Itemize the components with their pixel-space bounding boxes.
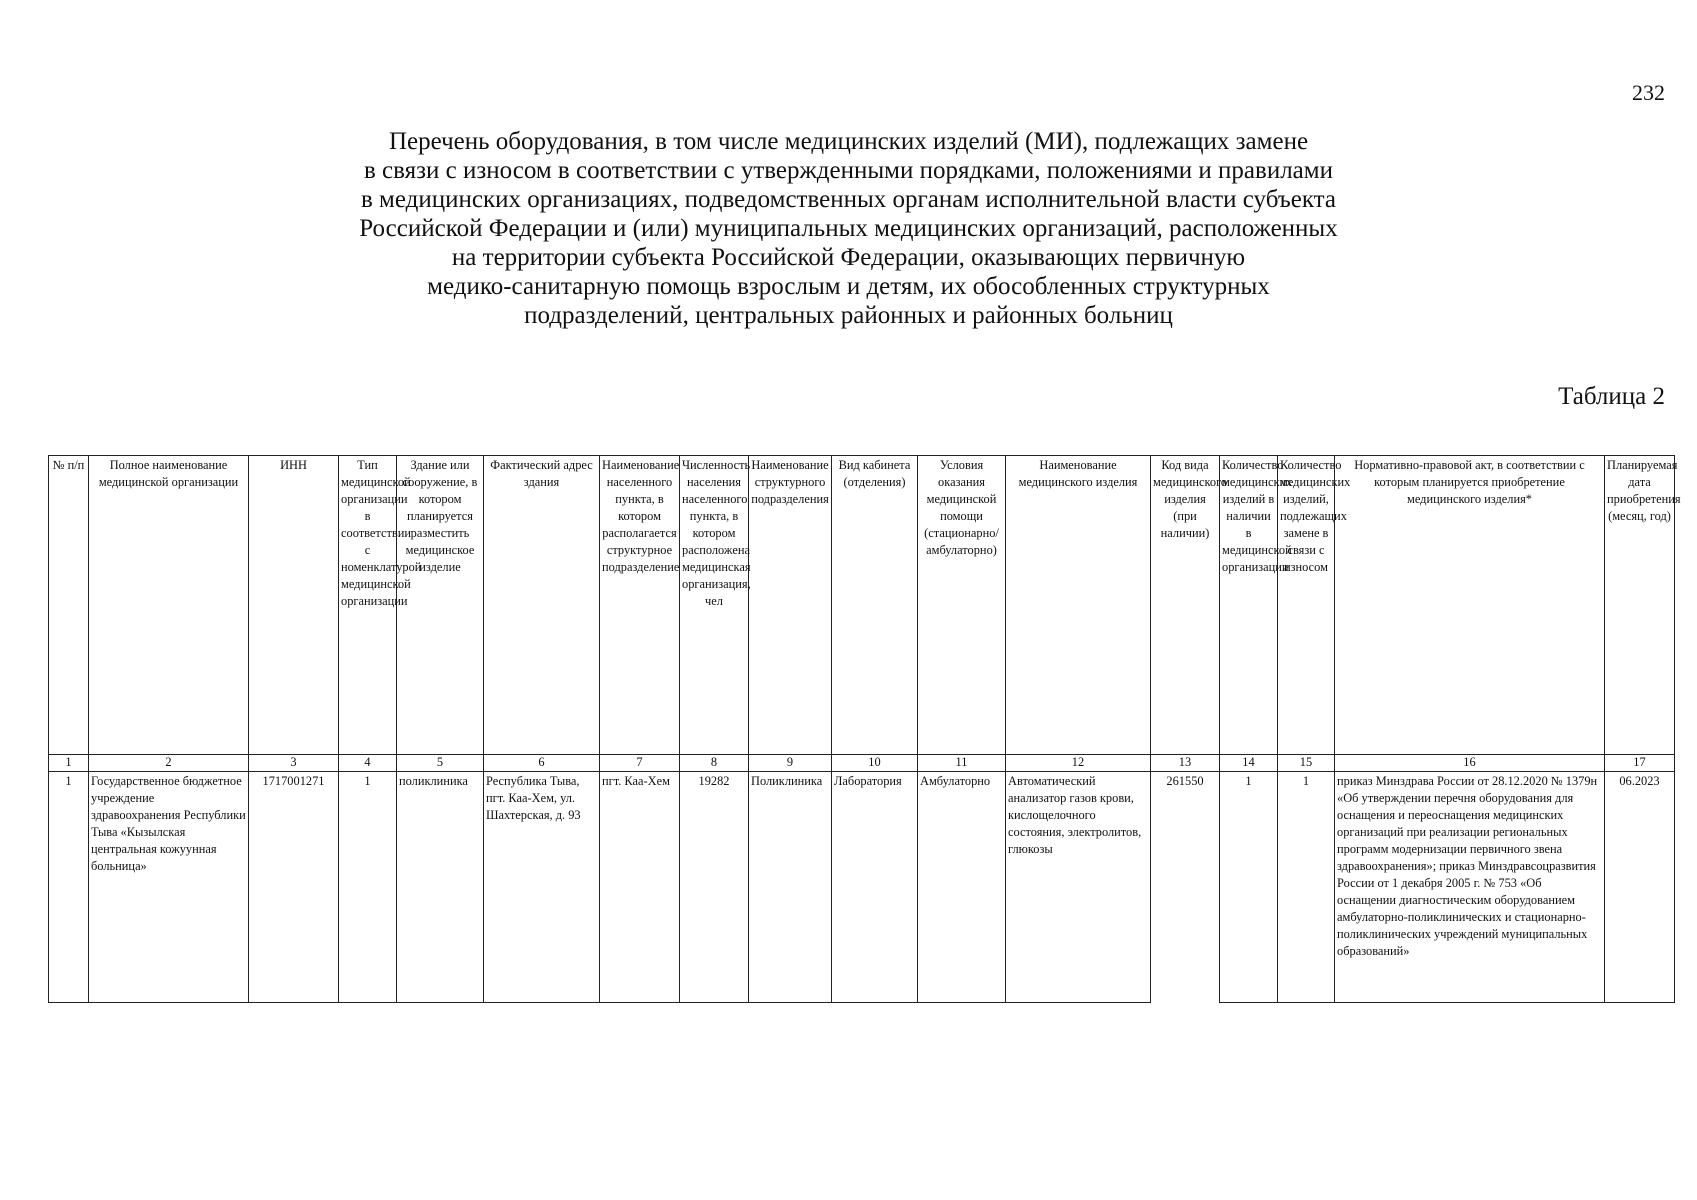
cell-address: Республика Тыва, пгт. Каа-Хем, ул. Шахтерская, д. 93 bbox=[484, 772, 600, 1003]
title-line: медико-санитарную помощь взрослым и детям, их обособленных структурных bbox=[427, 273, 1270, 300]
header-cell: ИНН bbox=[249, 456, 339, 755]
document-title bbox=[0, 127, 1697, 330]
column-number: 6 bbox=[484, 755, 600, 772]
header-cell: Планируемая дата приобретения (месяц, год) bbox=[1605, 456, 1675, 755]
cell-settlement: пгт. Каа-Хем bbox=[600, 772, 680, 1003]
header-cell: Численность населения населенного пункта, в котором расположена медицинская организация, чел bbox=[680, 456, 749, 755]
title-line: Перечень оборудования, в том числе медицинских изделий (МИ), подлежащих замене bbox=[388, 128, 1309, 155]
column-number: 10 bbox=[832, 755, 918, 772]
cell-care-conditions: Амбулаторно bbox=[918, 772, 1006, 1003]
header-cell: Здание или сооружение, в котором планируется разместить медицинское изделие bbox=[397, 456, 484, 755]
column-number: 1 bbox=[49, 755, 89, 772]
cell-population: 19282 bbox=[680, 772, 749, 1003]
header-cell: Полное наименование медицинской организации bbox=[89, 456, 249, 755]
column-number: 13 bbox=[1151, 755, 1220, 772]
cell-device-code: 261550 bbox=[1151, 772, 1220, 1003]
cell-cabinet-type: Лаборатория bbox=[832, 772, 918, 1003]
cell-devices-to-replace: 1 bbox=[1278, 772, 1335, 1003]
cell-subdivision: Поликлиника bbox=[749, 772, 832, 1003]
cell-inn: 1717001271 bbox=[249, 772, 339, 1003]
header-cell: Код вида медицинского изделия (при наличии) bbox=[1151, 456, 1220, 755]
title-line: в связи с износом в соответствии с утвержденными порядками, положениями и правилами bbox=[364, 157, 1333, 184]
column-number: 17 bbox=[1605, 755, 1675, 772]
cell-legal-act: приказ Минздрава России от 28.12.2020 № 1379н «Об утверждении перечня оборудования для оснащения и переоснащения медицинских организаций при реализации региональных программ модернизации первичного звена здравоохранения»; приказ Минздравсоцразвития России от 1 декабря 2005 г. № 753 «Об оснащении диагностическим оборудованием амбулаторно-поликлинических и стационарно-поликлинических учреждений муниципальных образований» bbox=[1335, 772, 1605, 1003]
header-cell: Вид кабинета (отделения) bbox=[832, 456, 918, 755]
cell-row-number: 1 bbox=[49, 772, 89, 1003]
equipment-table bbox=[48, 455, 1681, 1003]
cell-organization-name: Государственное бюджетное учреждение здравоохранения Республики Тыва «Кызылская центральная кожуунная больница» bbox=[89, 772, 249, 1003]
table-row bbox=[49, 772, 1675, 1003]
header-cell: Наименование структурного подразделения bbox=[749, 456, 832, 755]
title-line: в медицинских организациях, подведомственных органам исполнительной власти субъекта bbox=[361, 186, 1336, 213]
header-cell: Наименование медицинского изделия bbox=[1006, 456, 1151, 755]
column-number: 5 bbox=[397, 755, 484, 772]
column-number: 9 bbox=[749, 755, 832, 772]
header-cell: № п/п bbox=[49, 456, 89, 755]
column-number: 8 bbox=[680, 755, 749, 772]
header-cell: Тип медицинской организации в соответствии с номенклатурой медицинской организации bbox=[339, 456, 397, 755]
page-number: 232 bbox=[1632, 80, 1665, 105]
column-number: 15 bbox=[1278, 755, 1335, 772]
cell-building: поликлиника bbox=[397, 772, 484, 1003]
cell-organization-type: 1 bbox=[339, 772, 397, 1003]
header-cell: Количество медицинских изделий в наличии в медицинской организации bbox=[1220, 456, 1278, 755]
cell-device-name: Автоматический анализатор газов крови, кислощелочного состояния, электролитов, глюкозы bbox=[1006, 772, 1151, 1003]
column-number: 7 bbox=[600, 755, 680, 772]
column-number: 2 bbox=[89, 755, 249, 772]
title-line: на территории субъекта Российской Федерации, оказывающих первичную bbox=[451, 244, 1246, 271]
title-line: подразделений, центральных районных и районных больниц bbox=[524, 302, 1173, 329]
column-number: 11 bbox=[918, 755, 1006, 772]
header-cell: Нормативно-правовой акт, в соответствии с которым планируется приобретение медицинского изделия* bbox=[1335, 456, 1605, 755]
column-number: 16 bbox=[1335, 755, 1605, 772]
column-number-row bbox=[49, 755, 1675, 772]
column-number: 12 bbox=[1006, 755, 1151, 772]
header-cell: Фактический адрес здания bbox=[484, 456, 600, 755]
column-number: 14 bbox=[1220, 755, 1278, 772]
header-cell: Условия оказания медицинской помощи (стационарно/амбулаторно) bbox=[918, 456, 1006, 755]
cell-devices-available: 1 bbox=[1220, 772, 1278, 1003]
table-label: Таблица 2 bbox=[1558, 383, 1665, 410]
column-number: 4 bbox=[339, 755, 397, 772]
header-cell: Количество медицинских изделий, подлежащих замене в связи с износом bbox=[1278, 456, 1335, 755]
column-number: 3 bbox=[249, 755, 339, 772]
header-row bbox=[49, 456, 1675, 755]
cell-planned-date: 06.2023 bbox=[1605, 772, 1675, 1003]
title-line: Российской Федерации и (или) муниципальных медицинских организаций, расположенных bbox=[359, 215, 1338, 242]
header-cell: Наименование населенного пункта, в котором располагается структурное подразделение bbox=[600, 456, 680, 755]
